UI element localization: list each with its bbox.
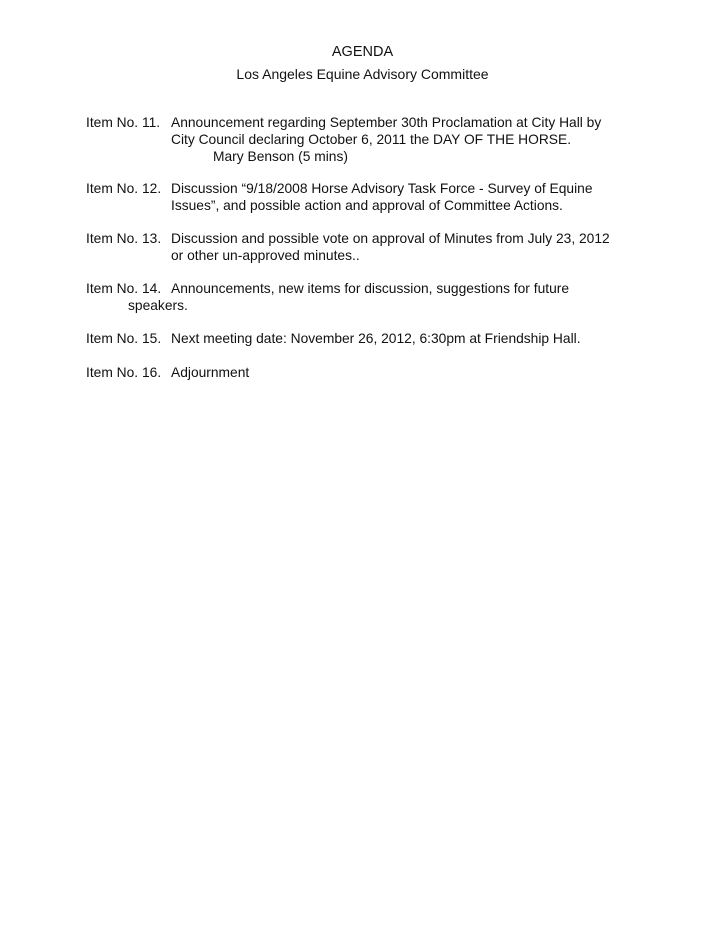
item-text-line: Announcements, new items for discussion, suggestions for future xyxy=(171,281,570,296)
item-text-line: Adjournment xyxy=(171,365,250,380)
item-text-line: Discussion “9/18/2008 Horse Advisory Task Force - Survey of Equine xyxy=(171,181,593,196)
item-text-line: City Council declaring October 6, 2011 the DAY OF THE HORSE. xyxy=(171,132,572,147)
item-text-line: or other un-approved minutes.. xyxy=(171,248,360,263)
item-text-line: speakers. xyxy=(128,298,188,313)
page-title: AGENDA xyxy=(331,44,394,60)
item-presenter-line: Mary Benson (5 mins) xyxy=(213,149,348,164)
item-text-line: Announcement regarding September 30th Proclamation at City Hall by xyxy=(171,115,602,130)
item-text-line: Discussion and possible vote on approval of Minutes from July 23, 2012 xyxy=(171,231,610,246)
item-text-line: Issues”, and possible action and approval of Committee Actions. xyxy=(171,198,563,213)
item-label: Item No. 11. xyxy=(86,115,161,130)
item-label: Item No. 13. xyxy=(86,231,162,246)
item-label: Item No. 12. xyxy=(86,181,162,196)
item-label: Item No. 14. xyxy=(86,281,162,296)
item-label: Item No. 16. xyxy=(86,365,162,380)
item-label: Item No. 15. xyxy=(86,331,162,346)
item-text-line: Next meeting date: November 26, 2012, 6:30pm at Friendship Hall. xyxy=(171,331,581,346)
committee-name: Los Angeles Equine Advisory Committee xyxy=(236,66,489,82)
